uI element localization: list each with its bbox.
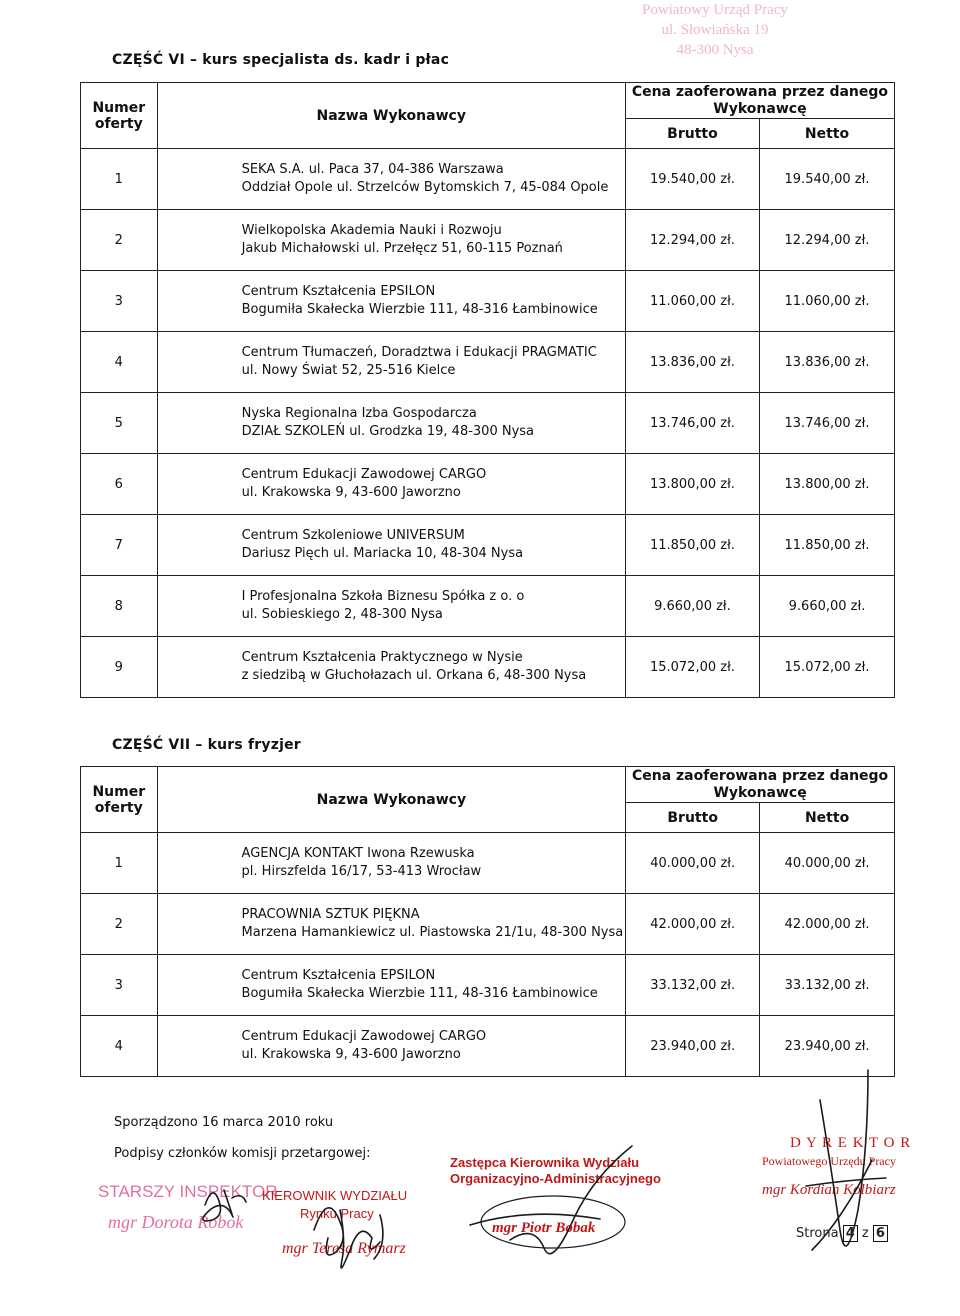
price-netto: 33.132,00 zł. [760, 955, 895, 1016]
price-brutto: 11.850,00 zł. [625, 515, 759, 576]
contractor-name [157, 454, 625, 515]
contractor-line-2: Oddział Opole ul. Strzelców Bytomskich 7, 45-084 Opole [241, 180, 609, 195]
contractor-line-1: Centrum Tłumaczeń, Doradztwa i Edukacji PRAGMATIC [241, 345, 597, 360]
price-brutto: 13.836,00 zł. [625, 332, 759, 393]
offer-number: 2 [81, 894, 158, 955]
stamp-deputy-name: mgr Piotr Bobak [492, 1220, 596, 1236]
contractor-name [157, 894, 626, 955]
stamp-line: Powiatowy Urząd Pracy [642, 2, 788, 18]
contractor-name [157, 833, 626, 894]
contractor-name [157, 515, 625, 576]
contractor-line-1: AGENCJA KONTAKT Iwona Rzewuska [241, 846, 475, 861]
offer-number: 3 [81, 271, 158, 332]
table-row [81, 955, 895, 1016]
price-netto: 11.060,00 zł. [760, 271, 895, 332]
contractor-line-2: Bogumiła Skałecka Wierzbie 111, 48-316 Łambinowice [241, 986, 598, 1001]
contractor-line-1: SEKA S.A. ul. Paca 37, 04-386 Warszawa [241, 162, 504, 177]
table-row [81, 271, 895, 332]
contractor-line-1: PRACOWNIA SZTUK PIĘKNA [241, 907, 420, 922]
contractor-name [157, 393, 625, 454]
price-netto: 13.836,00 zł. [760, 332, 895, 393]
offer-number: 6 [81, 454, 158, 515]
offer-number: 4 [81, 332, 158, 393]
header-brutto: Brutto [625, 119, 759, 149]
price-brutto: 19.540,00 zł. [625, 149, 759, 210]
stamp-manager-name: mgr Teresa Rymarz [282, 1240, 406, 1257]
stamp-director-name: mgr Kordian Kolbiarz [762, 1182, 896, 1198]
contractor-line-2: Marzena Hamankiewicz ul. Piastowska 21/1u, 48-300 Nysa [241, 925, 624, 940]
header-price: Cena zaoferowana przez danego Wykonawcę [625, 83, 894, 119]
section-6-title: CZĘŚĆ VI – kurs specjalista ds. kadr i płac [112, 52, 450, 68]
table-row [81, 833, 895, 894]
page-current: 4 [843, 1225, 858, 1242]
table-row [81, 1016, 895, 1077]
page-total: 6 [873, 1225, 888, 1242]
offer-number: 1 [81, 149, 158, 210]
contractor-name [157, 271, 625, 332]
stamp-manager-dept: Rynku Pracy [300, 1206, 374, 1221]
offer-number: 4 [81, 1016, 158, 1077]
header-name: Nazwa Wykonawcy [157, 767, 626, 833]
contractor-line-1: Centrum Kształcenia EPSILON [241, 968, 436, 983]
price-brutto: 40.000,00 zł. [626, 833, 760, 894]
contractor-line-1: Centrum Edukacji Zawodowej CARGO [241, 467, 487, 482]
contractor-line-1: Wielkopolska Akademia Nauki i Rozwoju [241, 223, 502, 238]
table-row [81, 210, 895, 271]
stamp-manager-title: KIEROWNIK WYDZIAŁU [262, 1188, 408, 1203]
stamp-inspector-name: mgr Dorota Robok [108, 1212, 244, 1232]
stamp-director-title: D Y R E K T O R [790, 1135, 912, 1151]
stamp-deputy-title: Zastępca Kierownika Wydziału [450, 1155, 640, 1170]
table-row [81, 149, 895, 210]
price-brutto: 23.940,00 zł. [626, 1016, 760, 1077]
price-netto: 13.746,00 zł. [760, 393, 895, 454]
table-row [81, 515, 895, 576]
date-line: Sporządzono 16 marca 2010 roku [114, 1115, 334, 1130]
price-netto: 19.540,00 zł. [760, 149, 895, 210]
header-netto: Netto [760, 119, 895, 149]
table-row [81, 454, 895, 515]
contractor-name [157, 576, 625, 637]
price-brutto: 15.072,00 zł. [625, 637, 759, 698]
contractor-line-1: Nyska Regionalna Izba Gospodarcza [241, 406, 477, 421]
contractor-line-2: Jakub Michałowski ul. Przełęcz 51, 60-115 Poznań [241, 241, 563, 256]
offer-number: 7 [81, 515, 158, 576]
price-netto: 42.000,00 zł. [760, 894, 895, 955]
section-7-table [80, 766, 895, 1077]
header-name: Nazwa Wykonawcy [157, 83, 625, 149]
contractor-line-2: ul. Sobieskiego 2, 48-300 Nysa [241, 607, 443, 622]
contractor-name [157, 210, 625, 271]
contractor-name [157, 637, 625, 698]
stamp-director-office: Powiatowego Urzędu Pracy [762, 1154, 896, 1168]
stamp-line: 48-300 Nysa [676, 42, 754, 58]
price-netto: 40.000,00 zł. [760, 833, 895, 894]
header-brutto: Brutto [626, 803, 760, 833]
header-netto: Netto [760, 803, 895, 833]
contractor-line-1: Centrum Szkoleniowe UNIVERSUM [241, 528, 465, 543]
price-brutto: 42.000,00 zł. [626, 894, 760, 955]
header-number: Numer oferty [81, 83, 158, 149]
contractor-line-1: Centrum Kształcenia Praktycznego w Nysie [241, 650, 523, 665]
stamp-line: ul. Słowiańska 19 [661, 22, 769, 38]
price-netto: 13.800,00 zł. [760, 454, 895, 515]
header-price: Cena zaoferowana przez danego Wykonawcę [626, 767, 895, 803]
offer-number: 5 [81, 393, 158, 454]
section-6-table [80, 82, 895, 698]
price-brutto: 13.800,00 zł. [625, 454, 759, 515]
price-netto: 23.940,00 zł. [760, 1016, 895, 1077]
price-netto: 11.850,00 zł. [760, 515, 895, 576]
table-row [81, 894, 895, 955]
section-7-title: CZĘŚĆ VII – kurs fryzjer [112, 737, 301, 753]
offer-number: 3 [81, 955, 158, 1016]
offer-number: 9 [81, 637, 158, 698]
contractor-line-2: pl. Hirszfelda 16/17, 53-413 Wrocław [241, 864, 482, 879]
table-row [81, 637, 895, 698]
price-brutto: 13.746,00 zł. [625, 393, 759, 454]
table-row [81, 576, 895, 637]
stamp-inspector-title: STARSZY INSPEKTOR [98, 1182, 278, 1201]
price-brutto: 12.294,00 zł. [625, 210, 759, 271]
contractor-name [157, 149, 625, 210]
contractor-line-1: Centrum Kształcenia EPSILON [241, 284, 436, 299]
page-indicator [796, 1226, 888, 1241]
contractor-line-2: ul. Nowy Świat 52, 25-516 Kielce [241, 363, 456, 378]
table-row [81, 393, 895, 454]
contractor-line-1: I Profesjonalna Szkoła Biznesu Spółka z o. o [241, 589, 525, 604]
signatures-label: Podpisy członków komisji przetargowej: [114, 1146, 371, 1161]
price-brutto: 33.132,00 zł. [626, 955, 760, 1016]
price-netto: 12.294,00 zł. [760, 210, 895, 271]
offer-number: 1 [81, 833, 158, 894]
table-row [81, 332, 895, 393]
contractor-name [157, 332, 625, 393]
contractor-name [157, 955, 626, 1016]
page-sep: z [861, 1226, 869, 1241]
price-netto: 15.072,00 zł. [760, 637, 895, 698]
page-label: Strona [796, 1226, 839, 1241]
contractor-name [157, 1016, 626, 1077]
office-stamp-top [600, 0, 830, 60]
stamp-deputy-dept: Organizacyjno-Administracyjnego [450, 1171, 661, 1186]
contractor-line-2: Dariusz Pięch ul. Mariacka 10, 48-304 Nysa [241, 546, 524, 561]
contractor-line-2: ul. Krakowska 9, 43-600 Jaworzno [241, 485, 461, 500]
price-brutto: 9.660,00 zł. [625, 576, 759, 637]
contractor-line-2: ul. Krakowska 9, 43-600 Jaworzno [241, 1047, 461, 1062]
header-number: Numer oferty [81, 767, 158, 833]
contractor-line-2: DZIAŁ SZKOLEŃ ul. Grodzka 19, 48-300 Nysa [241, 424, 535, 439]
offer-number: 2 [81, 210, 158, 271]
contractor-line-1: Centrum Edukacji Zawodowej CARGO [241, 1029, 487, 1044]
contractor-line-2: Bogumiła Skałecka Wierzbie 111, 48-316 Łambinowice [241, 302, 598, 317]
offer-number: 8 [81, 576, 158, 637]
price-brutto: 11.060,00 zł. [625, 271, 759, 332]
price-netto: 9.660,00 zł. [760, 576, 895, 637]
contractor-line-2: z siedzibą w Głuchołazach ul. Orkana 6, 48-300 Nysa [241, 668, 587, 683]
